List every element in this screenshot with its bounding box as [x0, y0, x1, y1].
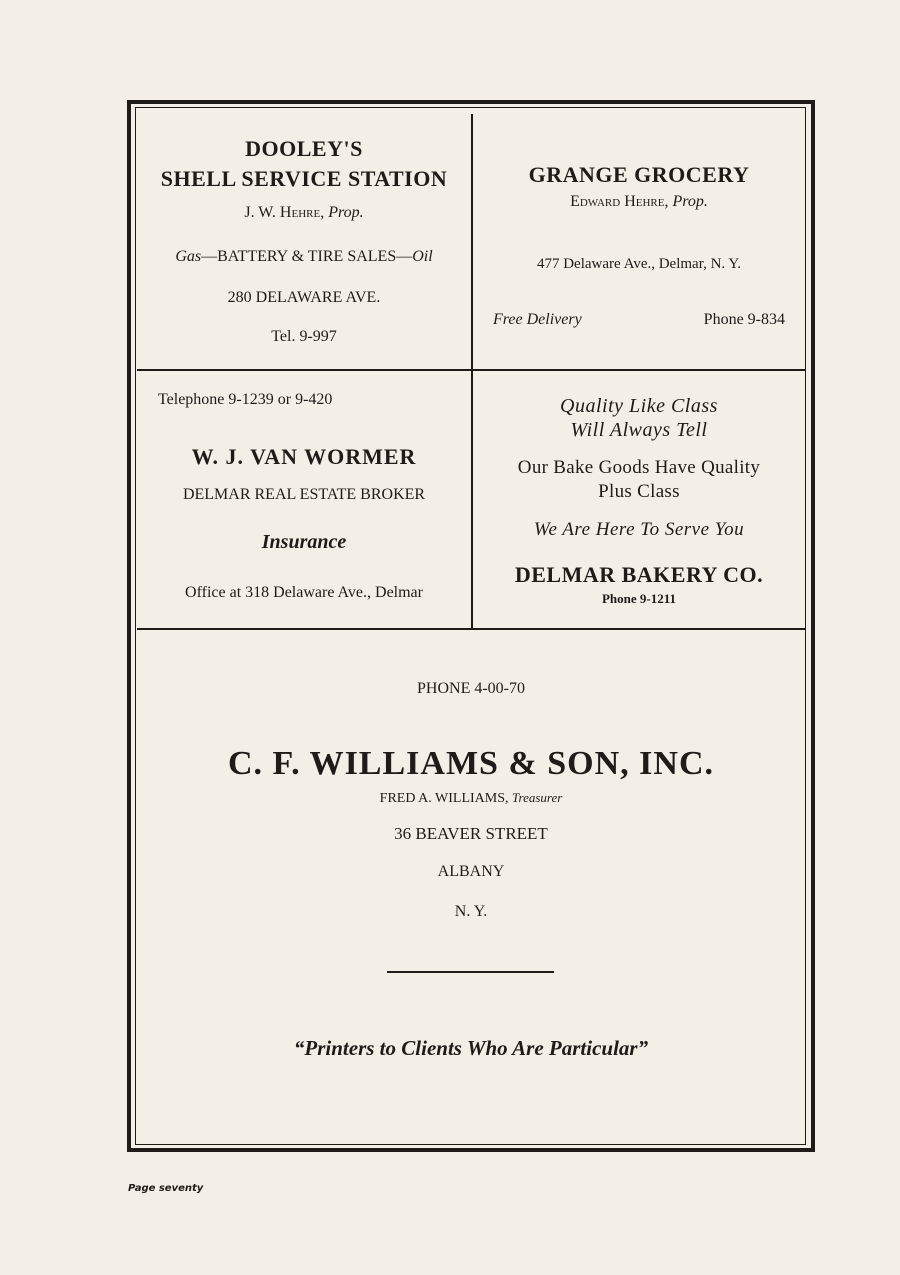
city: ALBANY	[437, 863, 505, 880]
ad-title: C. F. WILLIAMS & SON, INC.	[227, 745, 715, 782]
treasurer-line	[137, 790, 805, 807]
divider-horizontal-upper	[137, 369, 805, 371]
sales-label: —BATTERY & TIRE SALES—	[201, 248, 413, 265]
ad-van-wormer	[137, 372, 471, 628]
ad-title: DELMAR BAKERY CO.	[514, 562, 764, 587]
state: N. Y.	[454, 903, 488, 920]
proprietor-name: J. W. Hehre,	[244, 204, 325, 221]
street-address: 36 BEAVER STREET	[394, 824, 548, 843]
quality-line: Our Bake Goods Have Quality	[517, 457, 761, 478]
slogan-line2: Will Always Tell	[570, 419, 708, 441]
office-address: Office at 318 Delaware Ave., Delmar	[185, 584, 423, 601]
telephone: Telephone 9-1239 or 9-420	[158, 391, 333, 408]
services-line	[137, 248, 471, 266]
ad-title: GRANGE GROCERY	[528, 162, 750, 187]
broker-title: DELMAR REAL ESTATE BROKER	[182, 486, 426, 503]
printers-slogan: “Printers to Clients Who Are Particular”	[293, 1036, 649, 1060]
serve-line: We Are Here To Serve You	[533, 519, 745, 540]
ad-title-line2: SHELL SERVICE STATION	[160, 166, 448, 191]
telephone: Tel. 9-997	[271, 328, 337, 345]
ad-title: W. J. VAN WORMER	[191, 444, 417, 469]
telephone: Phone 9-1211	[601, 591, 677, 606]
slogan-line1: Quality Like Class	[560, 395, 718, 417]
delivery-note: Free Delivery	[493, 311, 582, 328]
ad-grange-grocery	[473, 110, 805, 369]
ad-title-line1: DOOLEY'S	[245, 136, 363, 161]
ad-delmar-bakery	[473, 372, 805, 628]
proprietor-line	[473, 193, 805, 211]
ad-dooleys-shell	[137, 110, 471, 369]
gas-label: Gas	[175, 248, 202, 265]
address: 280 DELAWARE AVE.	[227, 289, 381, 306]
treasurer-name: FRED A. WILLIAMS,	[379, 791, 509, 806]
ad-williams-printers	[137, 631, 805, 1143]
proprietor-title: Prop.	[328, 204, 364, 221]
proprietor-name: Edward Hehre,	[570, 193, 669, 210]
oil-label: Oil	[412, 248, 433, 265]
proprietor-line	[137, 204, 471, 222]
page-number-label: Page seventy	[128, 1183, 204, 1194]
plus-class-line: Plus Class	[598, 481, 680, 502]
proprietor-title: Prop.	[672, 193, 708, 210]
insurance-label: Insurance	[261, 531, 347, 553]
address: 477 Delaware Ave., Delmar, N. Y.	[536, 256, 742, 272]
telephone: Phone 9-834	[703, 311, 785, 328]
treasurer-title: Treasurer	[512, 790, 563, 805]
telephone: PHONE 4-00-70	[417, 680, 525, 697]
decorative-rule	[387, 971, 554, 973]
divider-horizontal-lower	[137, 628, 805, 630]
